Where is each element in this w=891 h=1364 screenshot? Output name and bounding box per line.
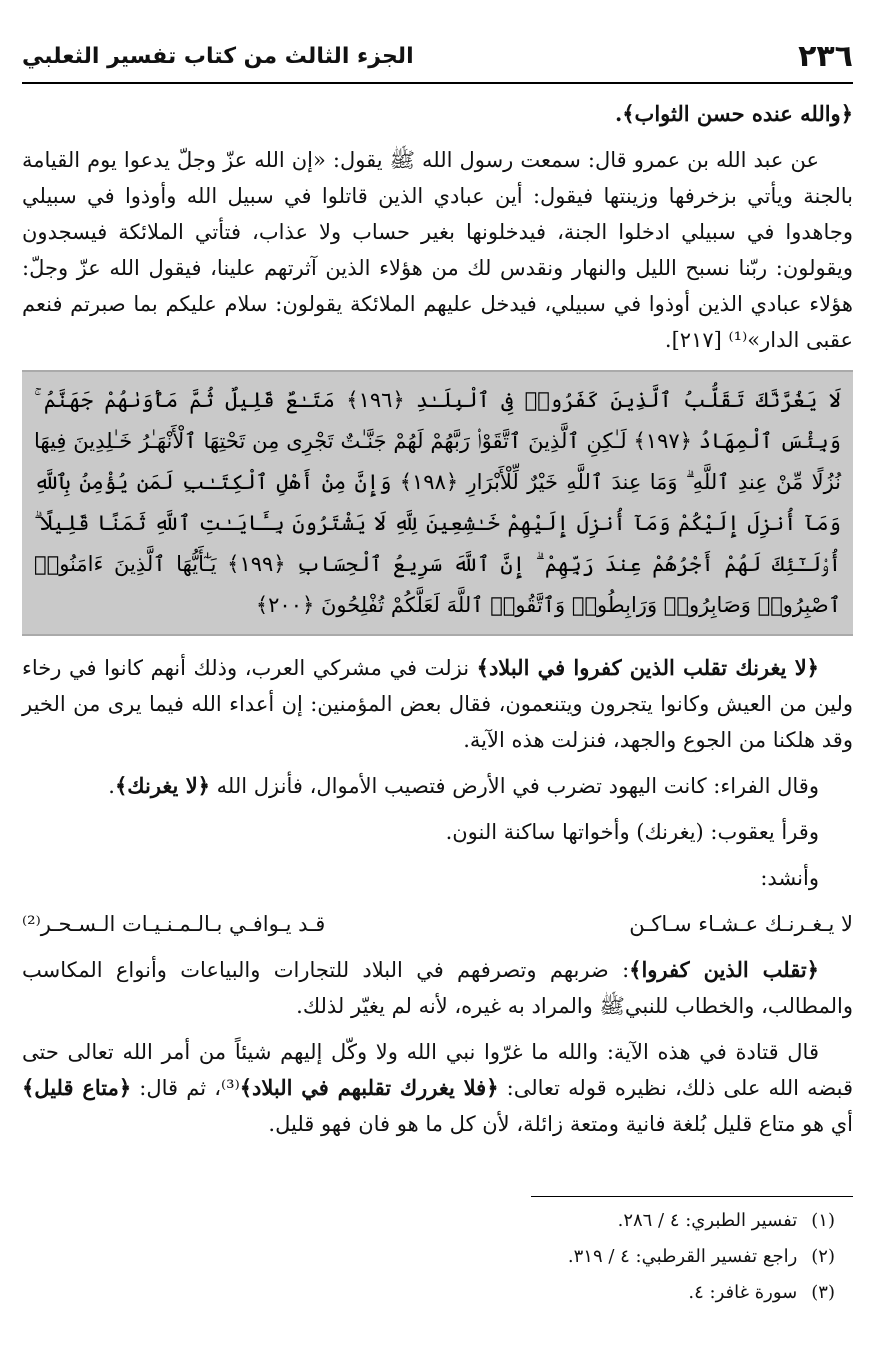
- commentary-text: وقال الفراء: كانت اليهود تضرب في الأرض فتصيب الأموال، فأنزل الله: [210, 774, 819, 798]
- poem-first-hemistich: لا يـغـرنـك عـشـاء سـاكـن: [629, 912, 853, 936]
- page-number: ٢٣٦: [798, 38, 853, 74]
- commentary-text: نزلت في مشركي العرب، وذلك أنهم كانوا في رخاء ولين من العيش وكانوا يتجرون ويتنعمون، فقال بعض المؤمنين: إن أعداء الله فيما يرى من الخير وقد هلكنا من الجوع والجهد، فنزلت هذه الآية.: [22, 656, 853, 752]
- main-text: [22, 96, 853, 1152]
- footnote-item: [22, 1239, 853, 1275]
- commentary-text: أي هو متاع قليل بُلغة فانية ومتعة زائلة، لأن كل ما هو فان فهو قليل.: [268, 1112, 853, 1136]
- poem-intro: وأنشد:: [760, 866, 819, 890]
- footnote-text: راجع تفسير القرطبي: ٤ / ٣١٩.: [567, 1246, 798, 1267]
- footnote-item: [22, 1275, 853, 1311]
- quoted-verse: ﴿لا يغرنك تقلب الذين كفروا في البلاد﴾: [476, 655, 819, 680]
- commentary-paragraph-3: [22, 952, 853, 1024]
- footnote-number: (١): [811, 1210, 835, 1231]
- quoted-verse: ﴿متاع قليل﴾: [22, 1075, 132, 1100]
- verse-fragment-heading: ﴿والله عنده حسن الثواب﴾.: [614, 101, 853, 126]
- footnote-number: (٣): [811, 1282, 835, 1303]
- footnote-number: (٢): [811, 1246, 835, 1267]
- poem-second-hemistich: قـد يـوافـي بـالـمـنـيـات الـسـحـر⁽²⁾: [22, 912, 326, 936]
- footnote-item: [22, 1203, 853, 1239]
- footnote-text: تفسير الطبري: ٤ / ٢٨٦.: [617, 1210, 798, 1231]
- commentary-paragraph-2: [22, 768, 853, 804]
- footnotes: [22, 1196, 853, 1311]
- footnote-ref: ⁽³⁾، ثم قال:: [131, 1076, 240, 1100]
- quoted-verse: ﴿تقلب الذين كفروا﴾: [629, 957, 819, 982]
- poem-verse: [22, 906, 853, 942]
- quoted-verse: ﴿لا يغرنك﴾: [114, 773, 210, 798]
- quran-verse-box: لَا يَغُرَّنَّكَ تَقَلُّبُ ٱلَّذِينَ كَفَرُوا۟ فِى ٱلْبِلَـٰدِ ﴿١٩٦﴾ مَتَـٰعٌ قَلِيلٌ ثُمَّ مَأْوَىٰهُمْ جَهَنَّمُ ۚ وَبِئْسَ ٱلْمِهَادُ ﴿١٩٧﴾ لَـٰكِنِ ٱلَّذِينَ ٱتَّقَوْا۟ رَبَّهُمْ لَهُمْ جَنَّـٰتٌ تَجْرِى مِن تَحْتِهَا ٱلْأَنْهَـٰرُ خَـٰلِدِينَ فِيهَا نُزُلًا مِّنْ عِندِ ٱللَّهِ ۗ وَمَا عِندَ ٱللَّهِ خَيْرٌ لِّلْأَبْرَارِ ﴿١٩٨﴾ وَإِنَّ مِنْ أَهْلِ ٱلْكِتَـٰبِ لَمَن يُؤْمِنُ بِٱللَّهِ وَمَآ أُنزِلَ إِلَيْكُمْ وَمَآ أُنزِلَ إِلَيْهِمْ خَـٰشِعِينَ لِلَّهِ لَا يَشْتَرُونَ بِـَٔايَـٰتِ ٱللَّهِ ثَمَنًا قَلِيلًا ۗ أُو۟لَـٰٓئِكَ لَهُمْ أَجْرُهُمْ عِندَ رَبِّهِمْ ۗ إِنَّ ٱللَّهَ سَرِيعُ ٱلْحِسَابِ ﴿١٩٩﴾ يَـٰٓأَيُّهَا ٱلَّذِينَ ءَامَنُوا۟ ٱصْبِرُوا۟ وَصَابِرُوا۟ وَرَابِطُوا۟ وَٱتَّقُوا۟ ٱللَّهَ لَعَلَّكُمْ تُفْلِحُونَ ﴿٢٠٠﴾: [22, 370, 853, 636]
- commentary-paragraph-4: [22, 1034, 853, 1142]
- page-header: [22, 30, 853, 84]
- hadith-paragraph: عن عبد الله بن عمرو قال: سمعت رسول الله ﷺ يقول: «إن الله عزّ وجلّ يدعوا يوم القيامة بالجنة ويأتي بزخرفها وزينتها فيقول: أين عبادي الذين قاتلوا في سبيل الله وأوذوا في سبيلي وجاهدوا في سبيلي ادخلوا الجنة، فيدخلونها بغير حساب ولا عذاب، فتأتي الملائكة فيسجدون ويقولون: ربّنا نسبح الليل والنهار ونقدس لك من هؤلاء الذين آثرتهم علينا، فيقول الله عزّ وجلّ: هؤلاء عبادي الذين أوذوا في سبيلي، فيدخل عليهم الملائكة يقولون: سلام عليكم بما صبرتم فنعم عقبى الدار»⁽¹⁾ [٢١٧].: [22, 148, 853, 352]
- punctuation: .: [108, 774, 115, 798]
- reading-note: وقرأ يعقوب: (يغرنك) وأخواتها ساكنة النون.: [445, 820, 819, 844]
- commentary-text: : ضربهم وتصرفهم في البلاد للتجارات والبياعات وأنواع المكاسب والمطالب، والخطاب للنبيﷺ والمراد به غيره، لأنه لم يغيّر لذلك.: [22, 958, 853, 1018]
- quoted-verse: ﴿فلا يغررك تقلبهم في البلاد﴾: [239, 1075, 499, 1100]
- commentary-paragraph-1: [22, 650, 853, 758]
- footnote-divider: [531, 1196, 853, 1197]
- footnote-text: سورة غافر: ٤.: [688, 1282, 798, 1303]
- running-title: الجزء الثالث من كتاب تفسير الثعلبي: [22, 43, 414, 69]
- commentary-text: قال قتادة في هذه الآية: والله ما غرّوا نبي الله ولا وكّل إليهم شيئاً من أمر الله تعالى حتى قبضه الله على ذلك، نظيره قوله تعالى:: [22, 1040, 853, 1100]
